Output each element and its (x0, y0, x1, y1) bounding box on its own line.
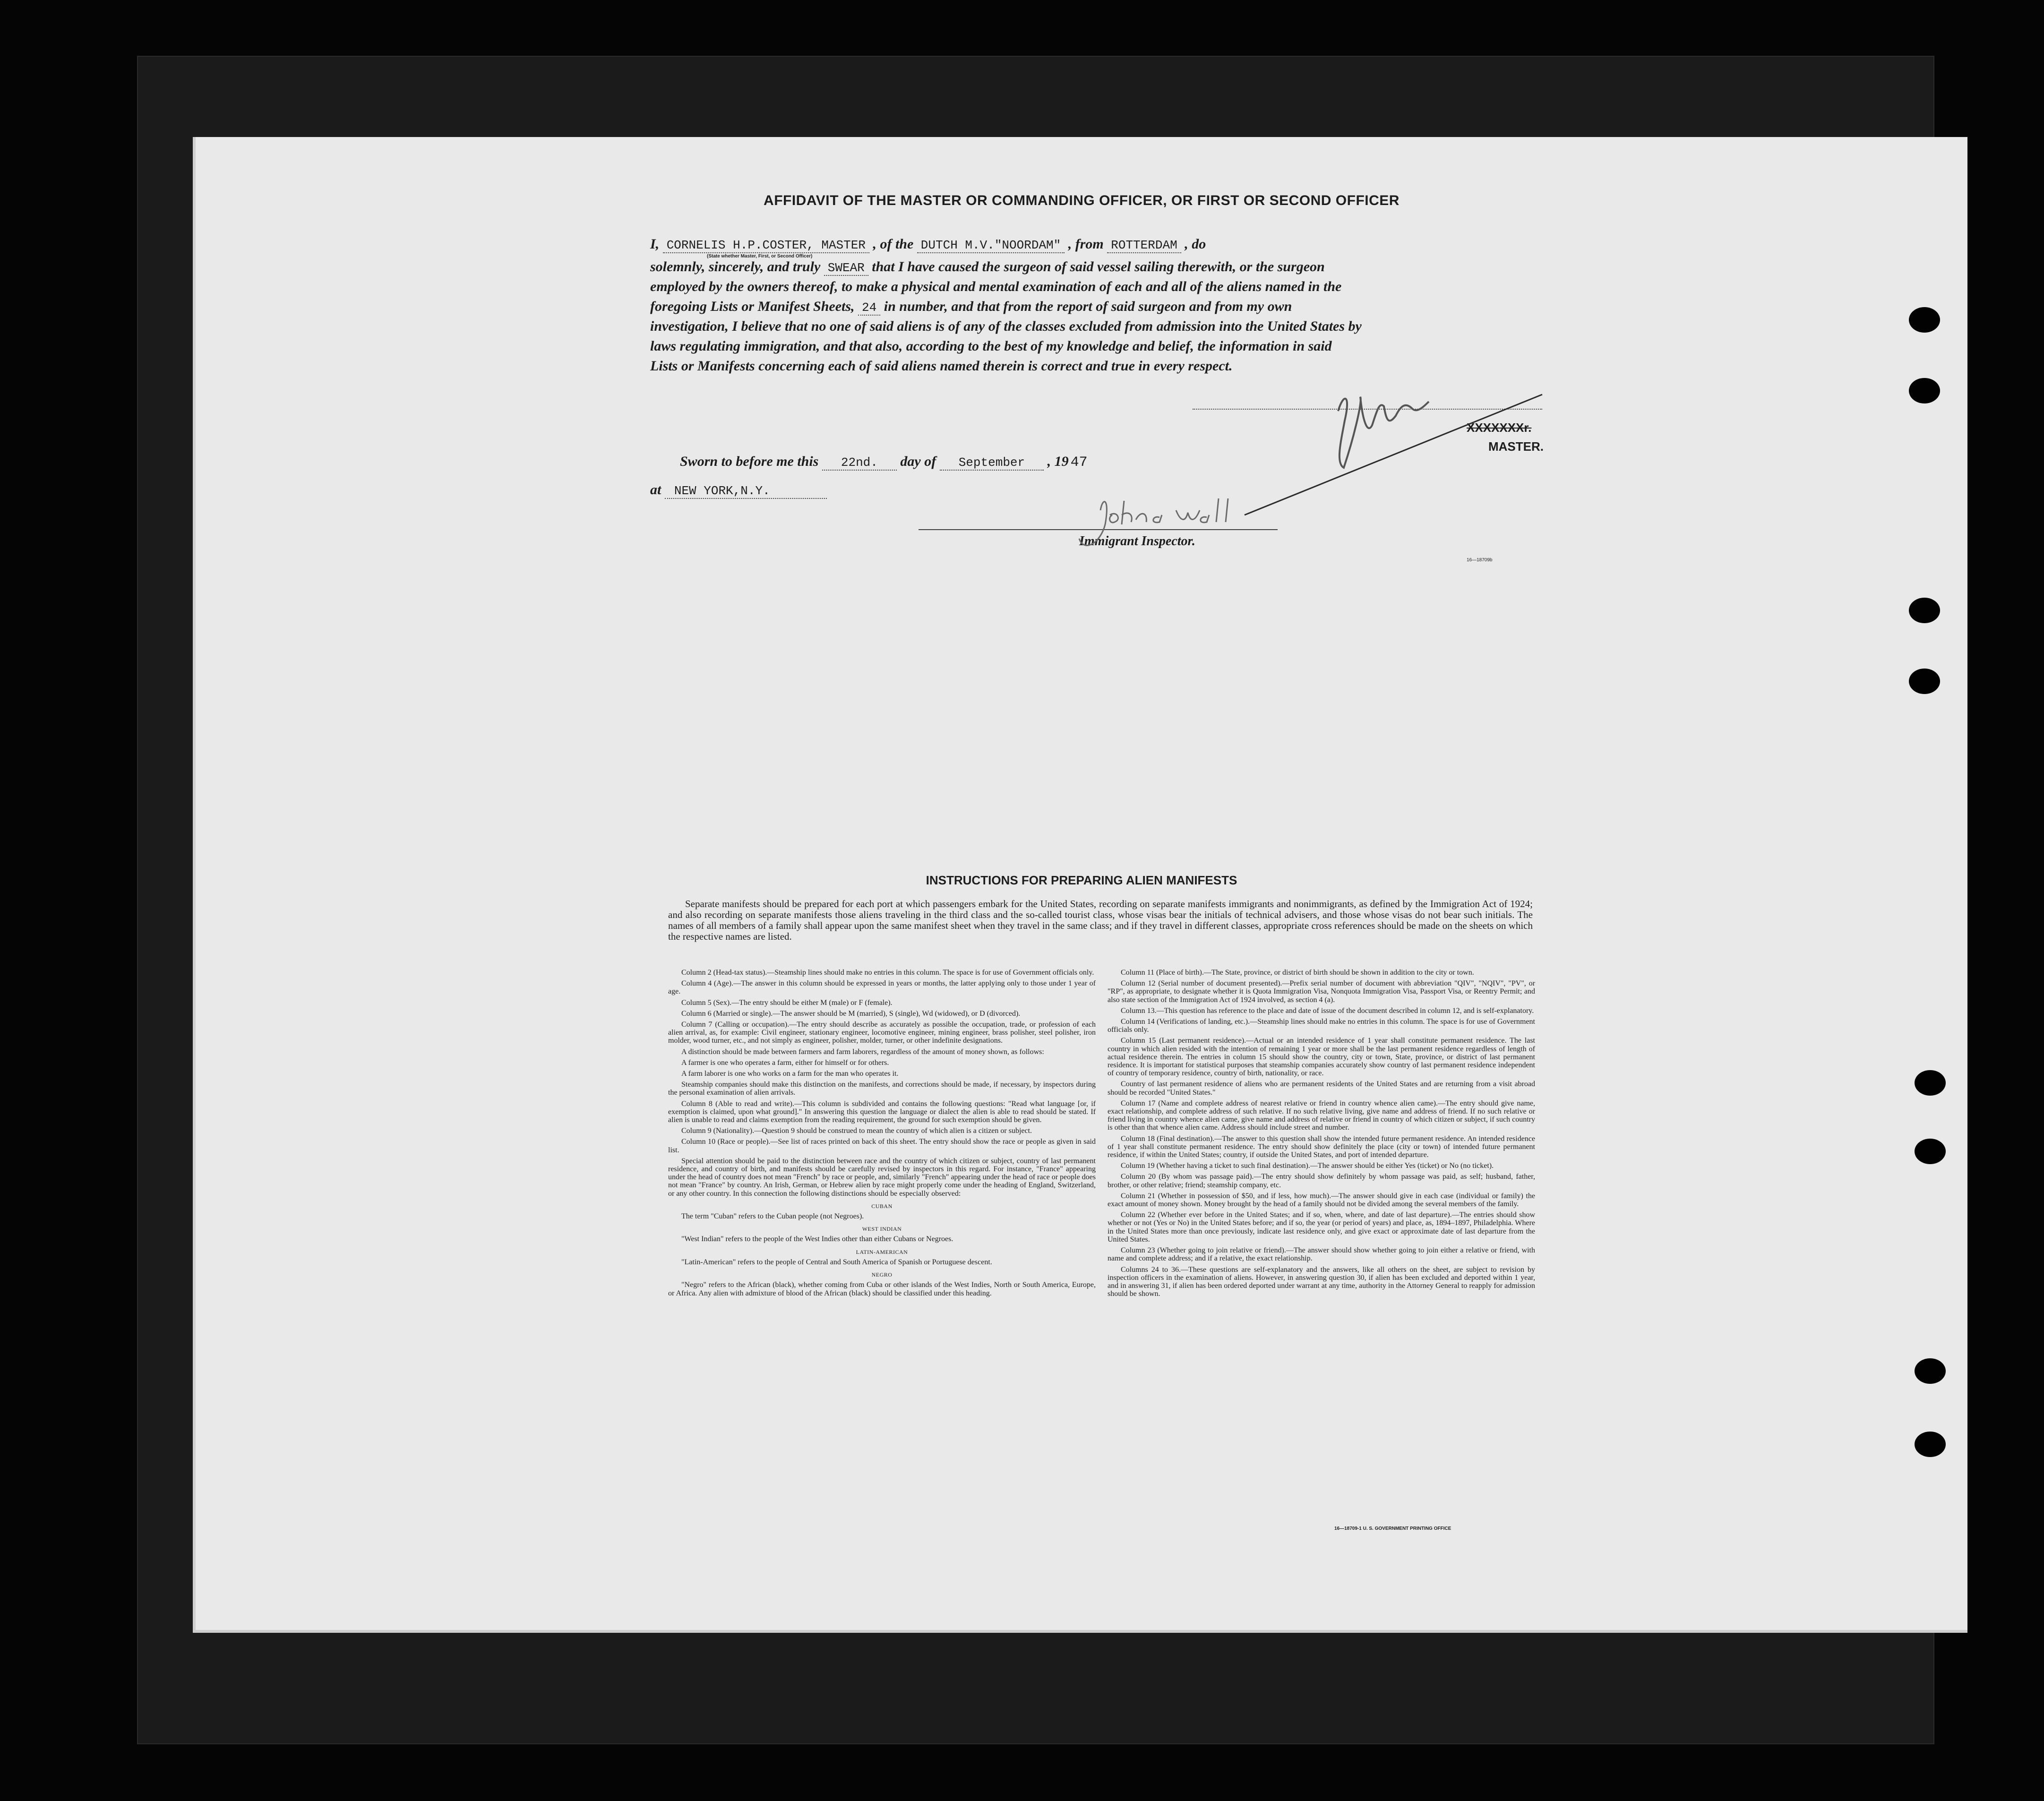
affidavit-line-7: Lists or Manifests concerning each of said aliens named therein is correct and true in every respect. (650, 358, 1233, 374)
affidavit-line-2: solemnly, sincerely, and truly SWEAR that I have caused the surgeon of said vessel sailing therewith, or the surgeon (650, 259, 1325, 275)
instruction-paragraph: Column 4 (Age).—The answer in this column should be expressed in years or months, the latter applying only to those under 1 year of age. (668, 979, 1096, 996)
punch-hole (1915, 1139, 1946, 1164)
sworn-day-field: 22nd. (822, 455, 897, 471)
punch-hole (1909, 378, 1940, 403)
instruction-paragraph: Columns 24 to 36.—These questions are self-explanatory and the answers, like all others on the sheet, are subject to revision by inspection officers in the examination of aliens. However, in answering question 30, if alien has been excluded and deported within 1 year, and in answering 31, if alien has been ordered deported under warrant at any time, authority in the Attorney General to reapply for admission should be shown. (1108, 1265, 1535, 1298)
definition-text: "Negro" refers to the African (black), whether coming from Cuba or other islands of the West Indies, North or South America, Europe, or Africa. Any alien with admixture of blood of the African (black) should be classified under this heading. (668, 1281, 1096, 1297)
instruction-paragraph: Column 6 (Married or single).—The answer should be M (married), S (single), Wd (widowed), or D (divorced). (681, 1009, 1021, 1018)
affidavit-title: AFFIDAVIT OF THE MASTER OR COMMANDING OFFICER, OR FIRST OR SECOND OFFICER (764, 193, 1400, 208)
definition-text: The term "Cuban" refers to the Cuban people (not Negroes). (681, 1212, 864, 1221)
punch-hole (1909, 669, 1940, 694)
instruction-paragraph: Column 5 (Sex).—The entry should be either M (male) or F (female). (681, 998, 893, 1007)
definition-text: "Latin-American" refers to the people of Central and South America of Spanish or Portuguese descent. (681, 1258, 992, 1266)
instruction-paragraph: Column 11 (Place of birth).—The State, province, or district of birth should be shown in addition to the city or town. (1121, 969, 1474, 977)
definition-heading: CUBAN (871, 1202, 893, 1209)
master-name-field: CORNELIS H.P.COSTER, MASTER (663, 238, 869, 253)
instructions-right-column (1108, 969, 1535, 1526)
instruction-paragraph: Column 18 (Final destination).—The answer to this question shall show the intended future permanent residence. An intended residence of 1 year shall constitute permanent residence. The entry should show definitely the place (city or town) of intended future permanent residence, if within the United States; country, if outside the United States, and port of intended departure. (1108, 1134, 1535, 1159)
punch-hole (1909, 598, 1940, 623)
inspector-signature (1079, 498, 1228, 545)
instruction-paragraph: Column 22 (Whether ever before in the United States; and if so, when, where, and date of last departure).—The entries should show whether or not (Yes or No) in the United States before; and if so, the year (or period of years) and place, as, 1894–1897, Philadelphia. Where in the United States more than once previously, indicate last residence only, and give exact or approximate date of last departure from the United States. (1108, 1211, 1535, 1244)
instruction-paragraph: Column 13.—This question has reference to the place and date of issue of the document described in column 12, and is self-explanatory. (1121, 1006, 1534, 1015)
instruction-paragraph: Column 21 (Whether in possession of $50, and if less, how much).—The answer should give in each case (individual or family) the exact amount of money shown. Money brought by the head of a family should not be divided among the several members of the family. (1108, 1192, 1535, 1209)
sworn-line: Sworn to before me this 22nd. day of September , 19 47 (680, 454, 1090, 471)
vessel-field: DUTCH M.V."NOORDAM" (917, 238, 1065, 253)
place-line: at NEW YORK,N.Y. (650, 482, 827, 498)
definition-heading: LATIN-AMERICAN (856, 1248, 908, 1255)
instruction-paragraph: Column 9 (Nationality).—Question 9 should be construed to mean the country of which alien is a citizen or subject. (681, 1127, 1032, 1135)
document-page (193, 137, 1967, 1633)
punch-hole (1909, 307, 1940, 333)
oath-type-field: SWEAR (824, 261, 868, 276)
port-field: ROTTERDAM (1107, 238, 1181, 253)
sheet-count-field: 24 (858, 300, 880, 316)
instruction-paragraph: Column 8 (Able to read and write).—This column is subdivided and contains the following questions: "Read what language [or, if exemption is claimed, upon what ground]." In answering this question the language or dialect the alien is able to read should be stated. If alien is unable to read and claims exemption from the reading requirement, the ground for such exemption should be given. (668, 1099, 1096, 1124)
sworn-month-field: September (940, 455, 1044, 471)
instruction-paragraph: Column 14 (Verifications of landing, etc.).—Steamship lines should make no entries in this column. The space is for use of Government officials only. (1108, 1018, 1535, 1034)
instruction-paragraph: Country of last permanent residence of aliens who are permanent residents of the United States and are returning from a visit abroad should be recorded "United States." (1108, 1080, 1535, 1097)
instructions-left-column (668, 969, 1096, 1526)
instruction-paragraph: Column 17 (Name and complete address of nearest relative or friend in country whence alien came).—The entry should give name, exact relationship, and complete address of such relative. If no such relative living, give name and address of friend. If no such relative or friend living in country whence alien came, give name and address of relative or friend in country of which citizen or subject, if such country is other than that whence alien came. Address should include street and number. (1108, 1099, 1535, 1132)
signature-slash (1245, 395, 1542, 515)
affidavit-line-4: foregoing Lists or Manifest Sheets, 24 in number, and that from the report of said surgeon and from my own (650, 299, 1292, 315)
printing-office-footer: 16—18709-1 U. S. GOVERNMENT PRINTING OFFICE (1334, 1526, 1451, 1531)
instruction-paragraph: Steamship companies should make this distinction on the manifests, and corrections should be made, if necessary, by inspectors during the personal examination of alien arrivals. (668, 1081, 1096, 1097)
form-number: 16—18709b (1467, 557, 1493, 563)
punch-hole (1915, 1432, 1946, 1457)
instruction-paragraph: Column 2 (Head-tax status).—Steamship lines should make no entries in this column. The space is for use of Government officials only. (681, 969, 1094, 977)
instruction-paragraph: Column 19 (Whether having a ticket to such final destination).—The answer should be either Yes (ticket) or No (no ticket). (1121, 1162, 1494, 1170)
punch-hole (1915, 1070, 1946, 1096)
punch-hole (1915, 1358, 1946, 1384)
instruction-paragraph: A farm laborer is one who works on a farm for the man who operates it. (681, 1070, 899, 1078)
place-field: NEW YORK,N.Y. (665, 484, 827, 499)
instructions-title: INSTRUCTIONS FOR PREPARING ALIEN MANIFESTS (926, 873, 1237, 887)
definition-heading: NEGRO (871, 1271, 893, 1278)
affidavit-line-6: laws regulating immigration, and that also, according to the best of my knowledge and belief, the information in said (650, 338, 1332, 354)
officer-note: (State whether Master, First, or Second Officer) (707, 254, 813, 259)
instruction-paragraph: Column 23 (Whether going to join relative or friend).—The answer should show whether going to join either a relative or friend, with name and complete address; and if a relative, the exact relationship. (1108, 1246, 1535, 1263)
instruction-paragraph: Column 10 (Race or people).—See list of races printed on back of this sheet. The entry should show the race or people as given in said list. (668, 1138, 1096, 1154)
sworn-year: 47 (1070, 455, 1088, 471)
inspector-label: Immigrant Inspector. (1079, 534, 1195, 549)
instruction-paragraph: Column 12 (Serial number of document presented).—Prefix serial number of document with abbreviation "QIV", "NQIV", "PV", or "RP", as appropriate, to designate whether it is Quota Immigration Visa, Nonquota Immigration Visa, Passport Visa, or Reentry Permit; and also state section of the Immigration Act of 1924 involved, as section 4 (a). (1108, 979, 1535, 1004)
struck-title: XXXXXXXr. (1467, 420, 1532, 435)
master-label: MASTER. (1488, 439, 1544, 454)
affidavit-line-5: investigation, I believe that no one of said aliens is of any of the classes excluded from admission into the United States by (650, 318, 1362, 334)
instruction-paragraph: A farmer is one who operates a farm, either for himself or for others. (681, 1058, 889, 1067)
instruction-paragraph: Special attention should be paid to the distinction between race and the country of which citizen or subject, country of last permanent residence, and country of birth, and manifests should be carefully revised by inspectors in this regard. For instance, "France" appearing under the head of country does not mean "French" by race or people, and, similarly "French" appearing under the head of race or people does not mean "France" by country. An Irish, German, or Hebrew alien by race might properly come under the heading of England, Switzerland, or any other country. In this connection the following distinctions should be especially observed: (668, 1157, 1096, 1198)
definition-heading: WEST INDIAN (862, 1226, 902, 1233)
instruction-paragraph: Column 7 (Calling or occupation).—The entry should describe as accurately as possible the occupation, trade, or profession of each alien arrival, as, for example: Civil engineer, stationary engineer, locomotive engineer, mining engineer, brass polisher, steel polisher, iron molder, wood turner, etc., and not simply as engineer, polisher, molder, turner, or other indefinite designations. (668, 1021, 1096, 1045)
affidavit-line-1: I, CORNELIS H.P.COSTER, MASTER , of the DUTCH M.V."NOORDAM" , from ROTTERDAM , do (650, 236, 1206, 252)
affidavit-line-3: employed by the owners thereof, to make a physical and mental examination of each and all of the aliens named in the (650, 279, 1342, 294)
instruction-paragraph: Column 20 (By whom was passage paid).—The entry should show definitely by whom passage was paid, as self; husband, father, brother, or other relative; friend; steamship company, etc. (1108, 1173, 1535, 1189)
definition-text: "West Indian" refers to the people of the West Indies other than either Cubans or Negroes. (681, 1235, 953, 1244)
instruction-paragraph: Column 15 (Last permanent residence).—Actual or an intended residence of 1 year shall constitute permanent residence. The last country in which alien resided with the intention of remaining 1 year or more shall be the last permanent residence regardless of length of actual residence therein. The entries in column 15 should show the country, city or town, State, province, or district of last permanent residence. It is important for statistical purposes that steamship companies accurately show country of last permanent residence independent of country of temporary residence, country of birth, nationality, or race. (1108, 1037, 1535, 1078)
instruction-paragraph: A distinction should be made between farmers and farm laborers, regardless of the amount of money shown, as follows: (681, 1047, 1044, 1056)
master-signature (1338, 397, 1429, 468)
instructions-intro: Separate manifests should be prepared for each port at which passengers embark for the United States, recording on separate manifests immigrants and nonimmigrants, as defined by the Immigration Act of 1924; and also recording on separate manifests those aliens traveling in the third class and the so-called tourist class, whose visas bear the initials of technical advisers, and those whose visas do not bear such initials. The names of all members of a family shall appear upon the same manifest sheet when they travel in the same class; and if they travel in different classes, appropriate cross references should be made on the sheets on which the respective names are listed. (668, 898, 1533, 942)
